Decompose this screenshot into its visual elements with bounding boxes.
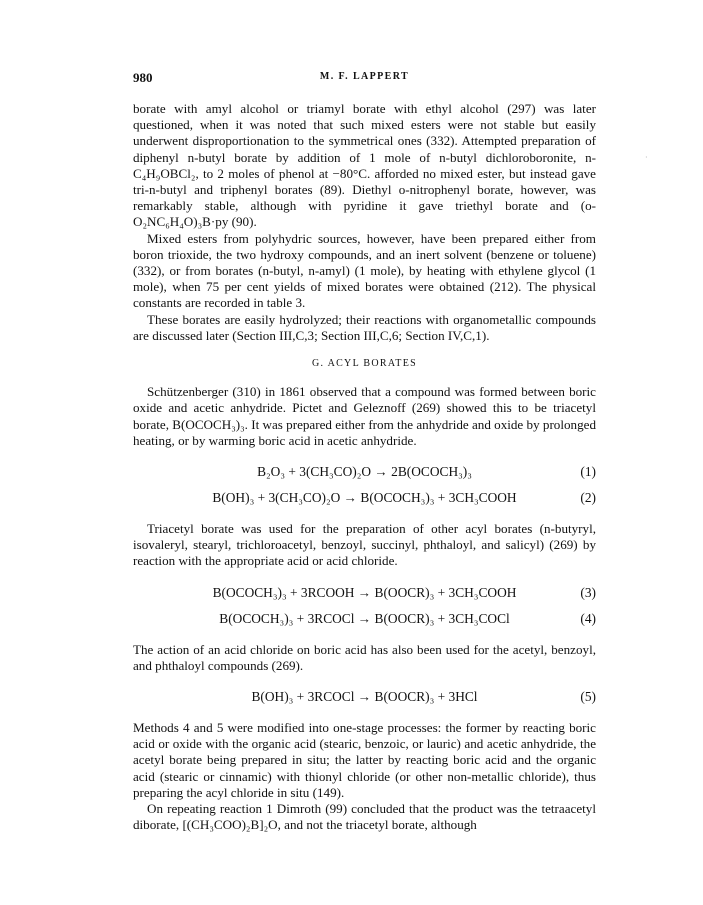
- running-head: M. F. LAPPERT: [319, 71, 410, 82]
- page-header: [133, 70, 596, 88]
- paragraph-3: These borates are easily hydrolyzed; their reactions with organometallic compounds are discussed later (Section III,C,3; Section III,C,6; Section IV,C,1).: [133, 311, 596, 343]
- paragraph-6: The action of an acid chloride on boric acid has also been used for the acetyl, benzoyl, and phthaloyl compounds (269).: [133, 641, 596, 673]
- equation-number: (3): [580, 584, 596, 600]
- equation-2: [133, 488, 596, 508]
- paragraph-5: Triacetyl borate was used for the preparation of other acyl borates (n-butyryl, isovaleryl, stearyl, trichloroacetyl, benzoyl, succinyl, phthaloyl, and salicyl) (269) by reaction with the appropriate acid or acid chloride.: [133, 521, 596, 569]
- equation-number: (1): [580, 464, 596, 480]
- equation-number: (5): [580, 689, 596, 705]
- body-text: [133, 101, 596, 834]
- equation-4: [133, 609, 596, 629]
- equation-formula: B(OH)₃ + 3RCOCl → B(OOCR)₃ + 3HCl: [251, 689, 478, 705]
- paragraph-4: Schützenberger (310) in 1861 observed that a compound was formed between boric oxide and acetic anhydride. Pictet and Geleznoff (269) showed this to be triacetyl borate, B(OCOCH₃)₃. It was prepared either from the anhydride and oxide by prolonged heating, or by warming boric acid in acetic anhydride.: [133, 384, 596, 448]
- section-heading: G. ACYL BORATES: [312, 358, 417, 370]
- page-number: 980: [133, 70, 153, 85]
- equation-formula: B₂O₃ + 3(CH₃CO)₂O → 2B(OCOCH₃)₃: [257, 464, 472, 480]
- equation-1: [133, 462, 596, 482]
- equation-formula: B(OCOCH₃)₃ + 3RCOCl → B(OOCR)₃ + 3CH₃COCl: [219, 610, 510, 626]
- margin-speck: ·: [645, 153, 648, 162]
- equation-number: (2): [580, 490, 596, 506]
- paragraph-1: borate with amyl alcohol or triamyl borate with ethyl alcohol (297) was later questioned, when it was noted that such mixed esters were not stable but easily underwent disproportionation to the symmetrical ones (332). Attempted preparation of diphenyl n-butyl borate by addition of 1 mole of n-butyl dichloroboronite, n-C₄H₉OBCl₂, to 2 moles of phenol at −80°C. afforded no mixed ester, but instead gave tri-n-butyl and triphenyl borates (89). Diethyl o-nitrophenyl borate, however, was remarkably stable, although with pyridine it gave triethyl borate and (o-O₂NC₆H₄O)₃B·py (90).: [133, 101, 596, 230]
- paragraph-8: On repeating reaction 1 Dimroth (99) concluded that the product was the tetraacetyl diborate, [(CH₃COO)₂B]₂O, and not the triacetyl borate, although: [133, 801, 596, 833]
- paragraph-2: Mixed esters from polyhydric sources, however, have been prepared either from boron trioxide, the two hydroxy compounds, and an inert solvent (benzene or toluene) (332), or from borates (n-butyl, n-amyl) (1 mole), by heating with ethylene glycol (1 mole), when 75 per cent yields of mixed borates were obtained (212). The physical constants are recorded in table 3.: [133, 230, 596, 311]
- equation-formula: B(OCOCH₃)₃ + 3RCOOH → B(OOCR)₃ + 3CH₃COOH: [212, 584, 517, 600]
- paragraph-7: Methods 4 and 5 were modified into one-stage processes: the former by reacting boric acid or oxide with the organic acid (stearic, benzoic, or lauric) and acetic anhydride, the acetyl borate being prepared in situ; the latter by reacting boric acid and the organic acid (stearic or cinnamic) with thionyl chloride (or other non-metallic chloride), thus preparing the acyl chloride in situ (149).: [133, 720, 596, 800]
- equation-3: [133, 583, 596, 603]
- equation-number: (4): [580, 610, 596, 626]
- equation-formula: B(OH)₃ + 3(CH₃CO)₂O → B(OCOCH₃)₃ + 3CH₃COOH: [212, 490, 517, 506]
- equation-5: [133, 687, 596, 707]
